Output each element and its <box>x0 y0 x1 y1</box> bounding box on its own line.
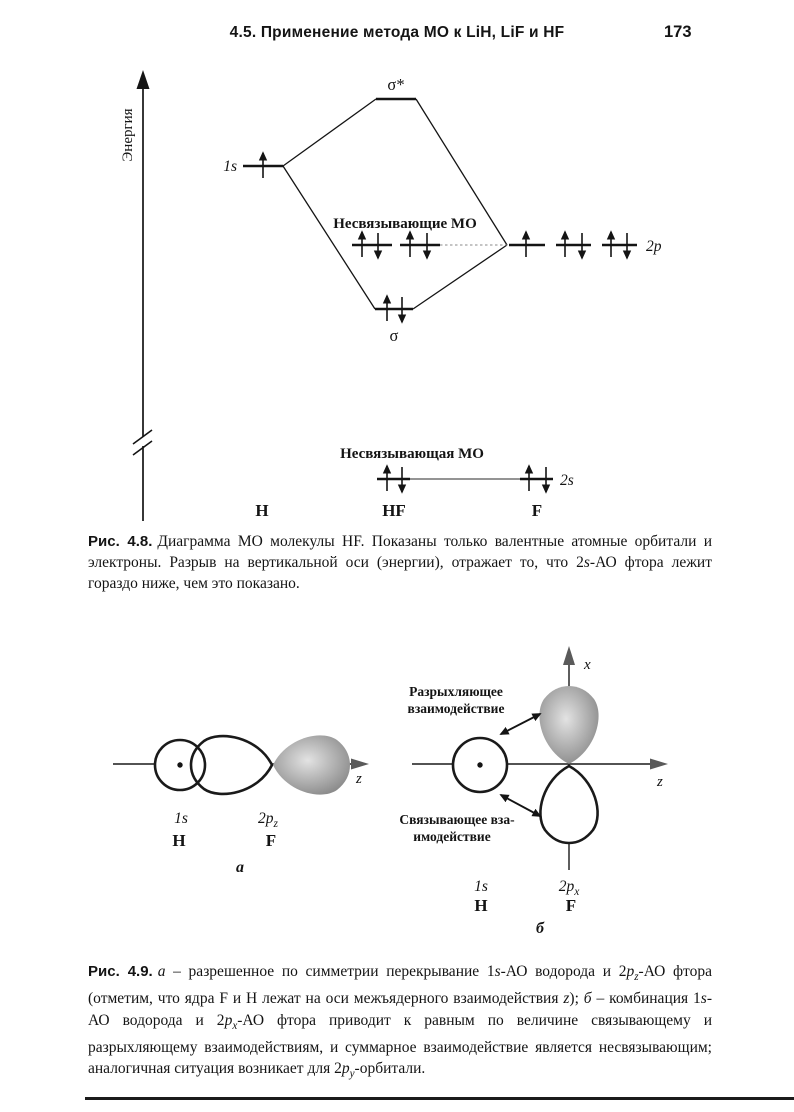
orbital-lobe-shaded <box>273 735 350 794</box>
antibonding-label-line2: взаимодействие <box>407 701 505 716</box>
energy-axis-label: Энергия <box>120 108 136 162</box>
energy-levels <box>243 99 637 479</box>
orbital-label-2px: $2p_x$ <box>558 878 580 898</box>
orbital-lobe-shaded <box>539 686 598 764</box>
z-axis-label: z <box>356 771 362 787</box>
energy-axis-arrow-icon <box>137 70 150 89</box>
atom-label-h: H <box>172 831 186 850</box>
panel-b-label: б <box>536 920 544 937</box>
nucleus-dot <box>177 762 182 767</box>
orbital-label-1s: 1s <box>174 810 188 827</box>
label-sigma: σ <box>389 326 399 345</box>
atom-label-f: F <box>565 896 577 915</box>
nucleus-dot <box>477 762 482 767</box>
atom-label-h: H <box>474 896 488 915</box>
orbital-label-2pz: $2p_z$ <box>258 810 278 830</box>
bonding-label-line2: имодействие <box>413 829 491 844</box>
z-axis-arrow-icon <box>650 759 668 770</box>
x-axis-label: x <box>584 657 591 673</box>
mo-connector-lines <box>283 99 520 479</box>
fig49-caption-label: Рис. 4.9. <box>88 963 153 980</box>
fig48-caption-label: Рис. 4.8. <box>88 533 153 550</box>
z-axis-label: z <box>657 774 663 790</box>
fig48-caption-text: Диаграмма МО молекулы HF. Показаны только валентные атомные орбитали и электроны. Разрыв на вертикальной оси (энергии), отражает то, что 2s-АО фтора лежит гораздо ниже, чем это показано. <box>88 533 712 593</box>
page-bottom-rule <box>85 1097 794 1100</box>
label-sigma-star: σ* <box>387 75 405 94</box>
bonding-label-line1: Связывающее вза- <box>399 812 515 827</box>
fig49-caption-text: а – разрешенное по симметрии перекрывание 1s-АО водорода и $2p_z-АО$ фтора (отметим, что ядра F и H лежат на оси межъядерного взаимодействия z); б – комбинация 1s-АО водорода и $2p_x-АО$ фтора приводит к равным по величине связывающему и разрыхляющему взаимодействиям, и суммарное взаимодействие является несвязывающим; аналогичная ситуация возникает для $2p_y$-орбитали. <box>88 963 713 1081</box>
orbital-label-1s: 1s <box>474 878 488 895</box>
energy-axis <box>120 70 152 521</box>
column-label-hf: HF <box>382 501 406 520</box>
fig49-panel-a <box>113 735 369 876</box>
antibonding-double-arrow-icon <box>501 714 540 734</box>
antibonding-label-line1: Разрыхляющее <box>409 684 503 699</box>
label-nonbonding-mo-2s: Несвязывающая МО <box>340 446 484 462</box>
fig49-caption <box>88 961 712 1085</box>
label-2s: 2s <box>560 472 574 489</box>
running-head: 4.5. Применение метода МО к LiH, LiF и HF <box>229 24 565 41</box>
panel-a-label: а <box>236 859 244 876</box>
z-axis-arrow-icon <box>351 759 369 770</box>
electron-arrows <box>263 153 627 492</box>
fig48-caption <box>88 531 712 595</box>
orbital-lobe-unshaded <box>540 766 597 843</box>
label-2p: 2p <box>646 238 662 255</box>
label-1s: 1s <box>223 158 237 175</box>
x-axis-arrow-icon <box>563 646 575 665</box>
column-label-f: F <box>531 501 543 520</box>
atom-label-f: F <box>265 831 277 850</box>
fig49-panel-b <box>399 646 668 937</box>
label-nonbonding-mo: Несвязывающие МО <box>333 216 477 232</box>
orbital-lobe-unshaded <box>191 736 272 794</box>
page-number: 173 <box>664 23 692 41</box>
fig48-mo-diagram <box>120 70 662 521</box>
column-label-h: H <box>255 501 269 520</box>
